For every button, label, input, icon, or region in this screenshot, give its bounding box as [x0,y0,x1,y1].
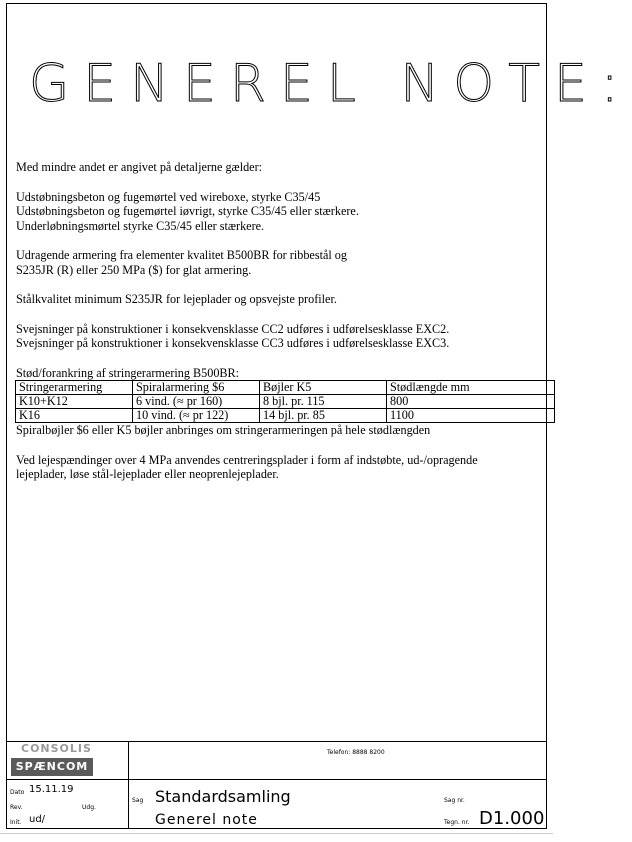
file-stamp [5,594,15,744]
table-cell: 8 bjl. pr. 115 [260,395,387,409]
svejs-line: Svejsninger på konstruktioner i konsekvensklasse CC3 udføres i udførelsesklasse EXC3. [16,336,450,350]
stod-table [15,380,555,423]
table-cell: 800 [387,395,555,409]
sag-subtitle: Generel note [155,812,258,828]
table-cell: 14 bjl. pr. 85 [260,409,387,423]
beton-line: Udstøbningsbeton og fugemørtel iøvrigt, styrke C35/45 eller stærkere. [16,204,359,218]
tegn-nr-label: Tegn. nr. [444,819,470,826]
init-label: Init. [10,819,22,826]
table-header-row [16,381,555,395]
stod-heading: Stød/forankring af stringerarmering B500BR: [16,365,240,380]
column-header: Stødlængde mm [387,381,555,395]
drawing-number: D1.000 [479,808,545,829]
divider [128,779,129,829]
phone-number: Telefon: 8888 8200 [327,749,385,756]
logo-spaencom: SPÆNCOM [11,758,93,776]
rev-label: Rev. [10,804,23,811]
titleblock-mid-rule [7,779,546,780]
stod-note: Spiralbøjler $6 eller K5 bøjler anbringes om stringerarmeringen på hele stødlængden [16,423,431,437]
armering-line: Udragende armering fra elementer kvalitet B500BR for ribbestål og [16,248,347,262]
table-row [16,395,555,409]
table-row [16,409,555,423]
sag-label: Sag [132,797,144,804]
column-header: Spiralarmering $6 [133,381,260,395]
staal-line: Stålkvalitet minimum S235JR for lejeplader og opsvejste profiler. [16,292,337,306]
column-header: Bøjler K5 [260,381,387,395]
sag-title: Standardsamling [155,787,291,806]
table-cell: 10 vind. (≈ pr 122) [133,409,260,423]
sag-nr-label: Sag nr. [444,797,465,804]
dato-value: 15.11.19 [29,784,74,795]
page-title: GENEREL NOTE: [29,54,632,114]
column-header: Stringerarmering [16,381,133,395]
leje-line: lejeplader, løse stål-lejeplader eller neoprenlejeplader. [16,467,279,481]
notes-body [16,160,536,482]
drawing-sheet [6,3,632,829]
page-bottom-edge [0,833,553,834]
leje-line: Ved lejespændinger over 4 MPa anvendes centreringsplader i form af indstøbte, ud-/opragende [16,452,478,467]
svejs-line: Svejsninger på konstruktioner i konsekvensklasse CC2 udføres i udførelsesklasse EXC2. [16,321,450,336]
beton-line: Underløbningsmørtel styrke C35/45 eller stærkere. [16,218,265,233]
table-cell: K16 [16,409,133,423]
table-cell: K10+K12 [16,395,133,409]
divider [128,741,129,779]
company-logo [7,741,128,779]
armering-line: S235JR (R) eller 250 MPa ($) for glat armering. [16,262,252,277]
beton-line: Udstøbningsbeton og fugemørtel ved wireboxe, styrke C35/45 [16,189,321,204]
table-cell: 6 vind. (≈ pr 160) [133,395,260,409]
udg-label: Udg. [82,804,96,811]
logo-consolis: CONSOLIS [21,742,92,755]
intro-text: Med mindre andet er angivet på detaljerne gælder: [16,160,263,174]
table-cell: 1100 [387,409,555,423]
init-value: ud/ [29,814,46,825]
dato-label: Dato [10,789,25,796]
